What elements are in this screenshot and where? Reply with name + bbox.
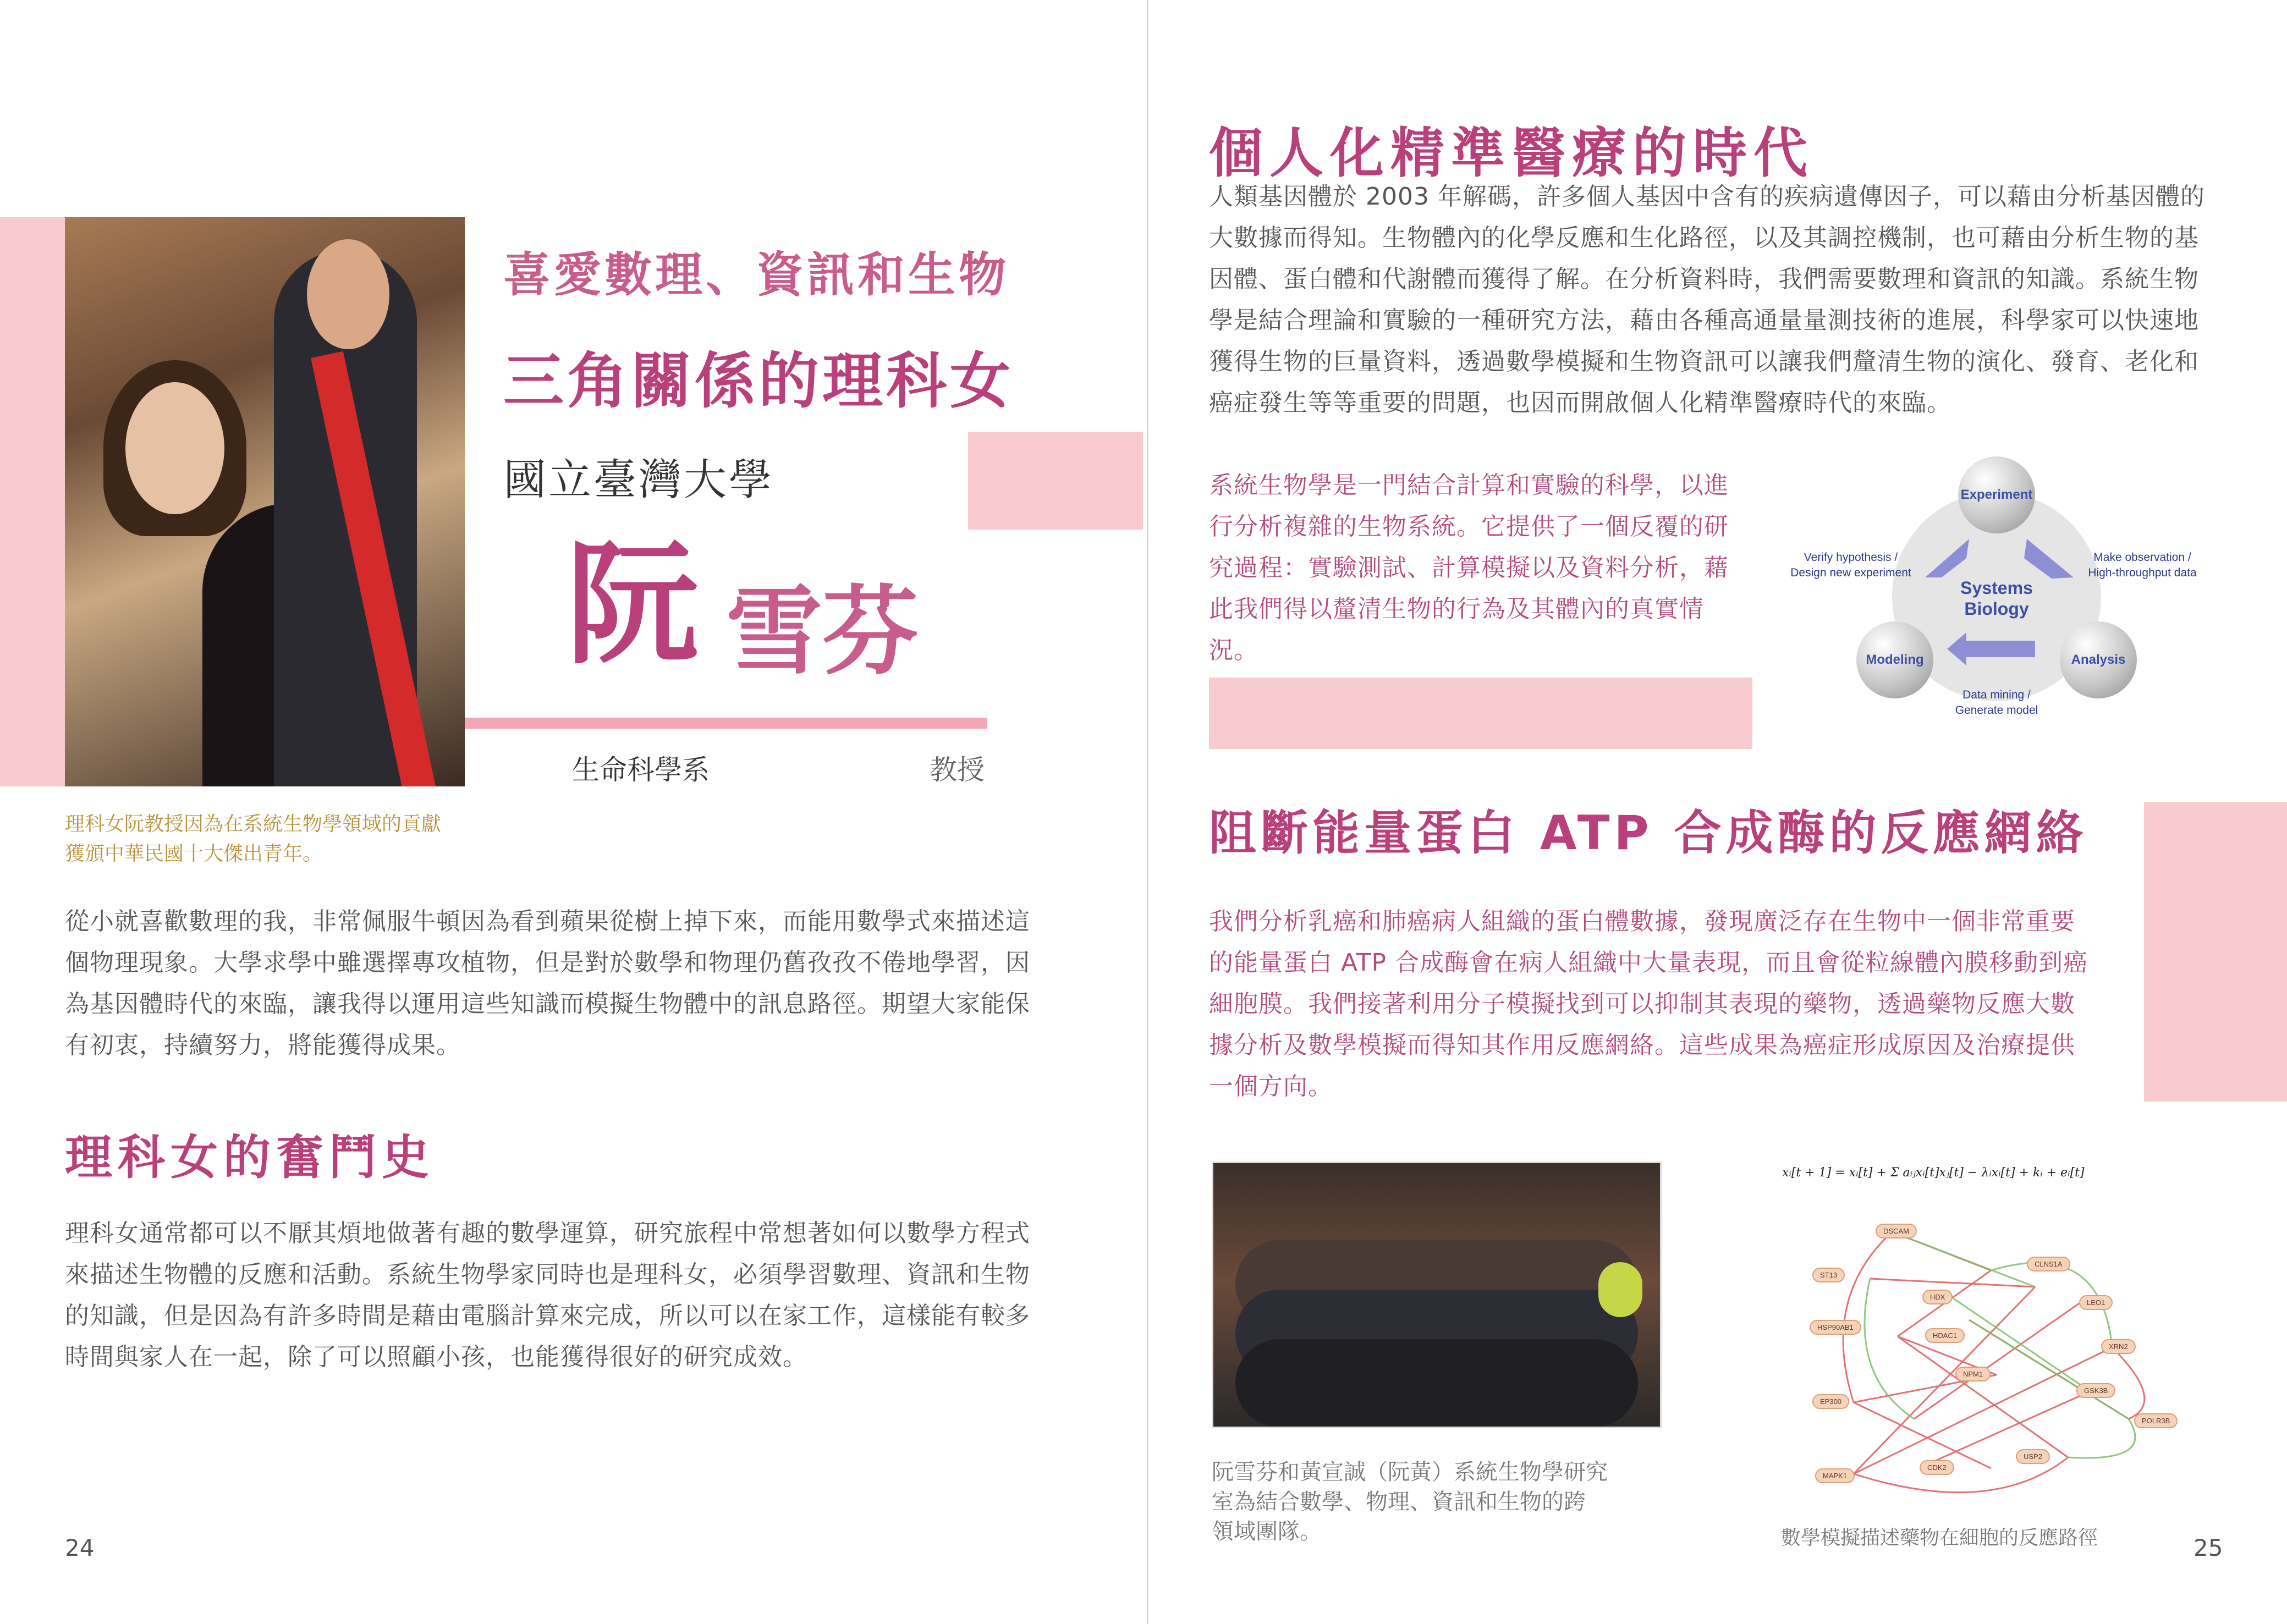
network-node: MAPK1 — [1815, 1468, 1855, 1483]
struggle-line: 理科女通常都可以不厭其煩地做著有趣的數學運算，研究旅程中常想著如何以數學方程式 — [65, 1219, 1030, 1247]
group-caption-line: 領域團隊。 — [1212, 1519, 1322, 1544]
center-line1: Systems — [1960, 578, 2033, 598]
photo-caption — [65, 810, 441, 869]
right-pink-strip — [2144, 802, 2287, 1102]
precision-line: 人類基因體於 2003 年解碼，許多個人基因中含有的疾病遺傳因子，可以藉由分析基因體的 — [1209, 183, 2205, 211]
group-caption-line: 阮雪芬和黃宣誠（阮黃）系統生物學研究 — [1212, 1460, 1608, 1485]
page-number-right: 25 — [2193, 1534, 2223, 1561]
title-label: 教授 — [930, 754, 985, 786]
systems-biology-callout — [1209, 465, 1764, 671]
analysis-node — [2060, 621, 2137, 698]
modeling-node — [1856, 621, 1933, 698]
left-pink-strip — [0, 217, 65, 786]
label-right-line2: High-throughput data — [2088, 566, 2197, 579]
name-first-char: 阮 — [567, 528, 699, 682]
network-node: USP2 — [2016, 1449, 2050, 1464]
award-photo — [65, 217, 465, 786]
photo-caption-line2: 獲頒中華民國十大傑出青年。 — [65, 843, 323, 865]
atp-line: 的能量蛋白 ATP 合成酶會在病人組織中大量表現，而且會從粒線體內膜移動到癌 — [1209, 949, 2088, 977]
experiment-label: Experiment — [1960, 487, 2033, 502]
atp-line: 一個方向。 — [1209, 1072, 1333, 1100]
network-node: CLNS1A — [2027, 1257, 2070, 1271]
label-bottom-line2: Generate model — [1955, 704, 2038, 717]
network-node: POLR3B — [2134, 1413, 2178, 1428]
callout-line: 此我們得以釐清生物的行為及其體內的真實情 — [1209, 595, 1704, 623]
network-caption: 數學模擬描述藥物在細胞的反應路徑 — [1781, 1527, 2098, 1549]
network-node: LEO1 — [2079, 1295, 2113, 1310]
systems-biology-diagram — [1777, 451, 2217, 726]
network-node: HSP90AB1 — [1810, 1320, 1861, 1335]
precision-line: 獲得生物的巨量資料，透過數學模擬和生物資訊可以讓我們釐清生物的演化、發育、老化和 — [1209, 348, 2199, 376]
network-node: HDAC1 — [1925, 1328, 1965, 1343]
network-node: DSCAM — [1876, 1224, 1917, 1238]
struggle-line: 來描述生物體的反應和活動。系統生物學家同時也是理科女，必須學習數理、資訊和生物 — [65, 1260, 1030, 1289]
callout-line: 系統生物學是一門結合計算和實驗的科學，以進 — [1209, 471, 1729, 499]
page-spine — [1147, 0, 1148, 1624]
subtitle-line1: 喜愛數理、資訊和生物 — [503, 247, 1009, 302]
precision-line: 癌症發生等等重要的問題，也因而開啟個人化精準醫療時代的來臨。 — [1209, 389, 1951, 417]
network-node: XRN2 — [2101, 1339, 2136, 1354]
intro-paragraph — [65, 901, 1055, 1066]
heading-atp-synthase: 阻斷能量蛋白 ATP 合成酶的反應網絡 — [1209, 806, 2088, 861]
atp-line: 我們分析乳癌和肺癌病人組織的蛋白體數據，發現廣泛存在生物中一個非常重要 — [1209, 907, 2075, 935]
network-node: ST13 — [1812, 1268, 1845, 1282]
precision-line: 大數據而得知。生物體內的化學反應和生化路徑，以及其調控機制，也可藉由分析生物的基 — [1209, 224, 2199, 252]
department-label: 生命科學系 — [572, 754, 710, 786]
experiment-node — [1958, 456, 2035, 533]
diagram-label-bottom — [1925, 687, 2068, 718]
intro-line: 從小就喜歡數理的我，非常佩服牛頓因為看到蘋果從樹上掉下來，而能用數學式來描述這 — [65, 907, 1030, 935]
diagram-label-left — [1777, 550, 1925, 581]
network-node: CDK2 — [1920, 1460, 1954, 1475]
intro-line: 有初衷，持續努力，將能獲得成果。 — [65, 1031, 461, 1059]
drug-response-network — [1771, 1155, 2244, 1512]
university-label: 國立臺灣大學 — [503, 455, 774, 505]
systems-biology-center — [1958, 577, 2035, 619]
modeling-label: Modeling — [1866, 652, 1924, 667]
diagram-label-right — [2065, 550, 2219, 581]
network-equation: xᵢ[t + 1] = xᵢ[t] + Σ aᵢⱼxᵢ[t]xⱼ[t] − λᵢxᵢ[t] + kᵢ + eᵢ[t] — [1782, 1166, 2085, 1180]
page-number-left: 24 — [65, 1534, 95, 1561]
network-node: NPM1 — [1955, 1367, 1991, 1381]
intro-line: 個物理現象。大學求學中雖選擇專攻植物，但是對於數學和物理仍舊孜孜不倦地學習，因 — [65, 949, 1030, 977]
atp-paragraph — [1209, 901, 2138, 1107]
struggle-paragraph — [65, 1213, 1055, 1378]
name-underline — [465, 718, 987, 729]
precision-line: 學是結合理論和實驗的一種研究方法，藉由各種高通量量測技術的進展，科學家可以快速地 — [1209, 306, 2199, 334]
network-node: EP300 — [1812, 1394, 1849, 1409]
precision-paragraph — [1209, 176, 2232, 423]
callout-line: 究過程：實驗測試、計算模擬以及資料分析，藉 — [1209, 554, 1729, 582]
group-caption-line: 室為結合數學、物理、資訊和生物的跨 — [1212, 1489, 1586, 1515]
callout-line: 況。 — [1209, 636, 1258, 664]
center-line2: Biology — [1964, 599, 2029, 619]
network-node: GSK3B — [2076, 1383, 2115, 1398]
lab-group-photo — [1212, 1161, 1662, 1428]
label-left-line2: Design new experiment — [1790, 566, 1911, 579]
subtitle-line2: 三角關係的理科女 — [503, 346, 1014, 416]
precision-line: 因體、蛋白體和代謝體而獲得了解。在分析資料時，我們需要數理和資訊的知識。系統生物 — [1209, 265, 2199, 293]
struggle-line: 的知識，但是因為有許多時間是藉由電腦計算來完成，所以可以在家工作，這樣能有較多 — [65, 1302, 1030, 1330]
label-bottom-line1: Data mining / — [1962, 689, 2031, 701]
photo-caption-line1: 理科女阮教授因為在系統生物學領域的貢獻 — [65, 813, 442, 835]
name-rest: 雪芬 — [726, 576, 919, 688]
group-photo-caption — [1212, 1457, 1608, 1546]
heading-precision-medicine: 個人化精準醫療的時代 — [1209, 122, 1815, 185]
callout-line: 行分析複雜的生物系統。它提供了一個反覆的研 — [1209, 513, 1729, 541]
label-right-line1: Make observation / — [2093, 551, 2191, 564]
name-pink-block — [968, 432, 1143, 530]
atp-line: 細胞膜。我們接著利用分子模擬找到可以抑制其表現的藥物，透過藥物反應大數 — [1209, 990, 2075, 1018]
intro-line: 為基因體時代的來臨，讓我得以運用這些知識而模擬生物體中的訊息路徑。期望大家能保 — [65, 990, 1030, 1018]
analysis-label: Analysis — [2071, 652, 2126, 667]
network-node: HDX — [1922, 1290, 1953, 1304]
atp-line: 據分析及數學模擬而得知其作用反應網絡。這些成果為癌症形成原因及治療提供 — [1209, 1031, 2075, 1059]
section-heading-struggle: 理科女的奮鬥史 — [65, 1130, 435, 1185]
struggle-line: 時間與家人在一起，除了可以照顧小孩，也能獲得很好的研究成效。 — [65, 1343, 807, 1371]
label-left-line1: Verify hypothesis / — [1804, 551, 1898, 564]
callout-pink-bar — [1209, 678, 1752, 749]
